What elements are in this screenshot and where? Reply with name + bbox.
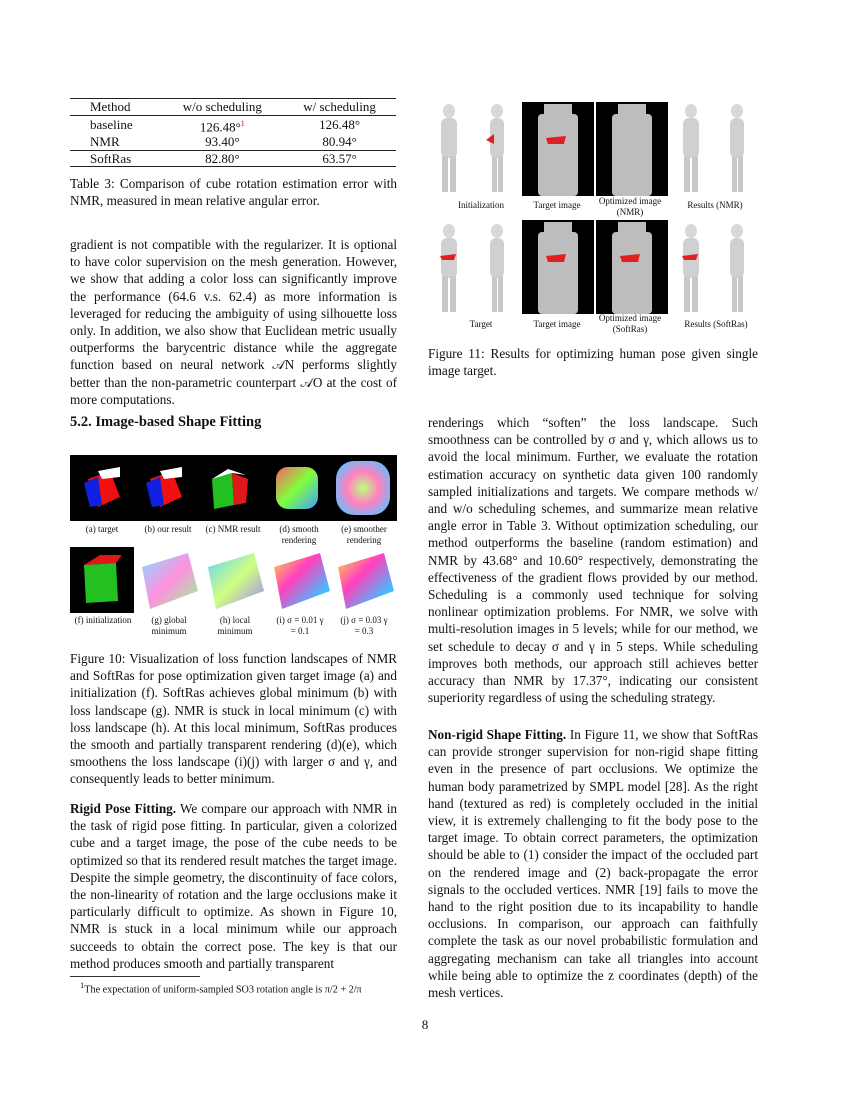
fig11-label-optimized-softras: Optimized image (SoftRas) [598, 313, 662, 334]
fig10-target-image [80, 463, 128, 511]
nonrigid-title: Non-rigid Shape Fitting. [428, 727, 567, 742]
figure10-caption: Figure 10: Visualization of loss function landscapes of NMR and SoftRas for pose optimization given target image (a) and initialization (f). SoftRas achieves global minimum (b) with loss landscape (g). NMR is stuck in local minimum (c) with loss landscape (h). At this local minimum, SoftRas produces the smooth and partially transparent rendering (d)(e), which smoothens the loss landscape (i)(j) with larger σ and γ, and consequently leads to better minimum. [70, 651, 397, 787]
table3-cell: NMR [90, 134, 120, 150]
fig11-target-image-1 [522, 102, 594, 196]
table3 [70, 98, 396, 167]
fig10-initialization-image [70, 547, 134, 613]
fig10-smoother-rendering-image [332, 457, 394, 519]
fig11-target-image-2 [522, 220, 594, 314]
rigid-text: We compare our approach with NMR in the task of rigid pose fitting. In particular, given a colorized cube and a target image, the pose of the cube needs to be optimized so that its rendered result matches the target image. Despite the simple geometry, the discontinuity of face colors, the non-linearity of rotation and the large occlusions make it particularly difficult to optimize. As shown in Figure 10, NMR is stuck in a local minimum while our approach succeeds to obtain the correct pose. The key is that our method produces smooth and partially transparent [70, 801, 397, 971]
fig10-global-minimum-landscape [138, 551, 200, 611]
fig11-results-softras-front [678, 224, 704, 314]
fig11-label-results-softras: Results (SoftRas) [684, 319, 748, 329]
table3-cell: baseline [90, 117, 133, 133]
table3-grid [70, 98, 396, 167]
table3-header-w: w/ scheduling [283, 99, 396, 116]
fig11-label-target-image: Target image [533, 200, 581, 210]
table3-cell: 93.40° [205, 134, 240, 150]
table3-cell: 80.94° [322, 134, 357, 150]
section-title: 5.2. Image-based Shape Fitting [70, 414, 262, 430]
rigid-paragraph [70, 800, 397, 972]
nonrigid-paragraph [428, 726, 758, 1001]
fig11-target-side-body [484, 224, 510, 314]
table-row [70, 150, 396, 167]
table3-cell: 82.80° [162, 150, 284, 167]
fig10-local-minimum-landscape [204, 551, 266, 611]
fig10-label-e: (e) smoother rendering [341, 524, 387, 545]
fig10-label-i: (i) σ = 0.01 γ = 0.1 [276, 615, 324, 636]
page-number: 8 [421, 1017, 429, 1032]
fig11-label-results-nmr: Results (NMR) [687, 200, 743, 210]
table-row [70, 115, 396, 134]
fig10-nmr-result-image [206, 465, 254, 513]
fig10-label-b: (b) our result [144, 524, 192, 534]
fig10-label-c: (c) NMR result [205, 524, 261, 534]
fig11-label-initialization: Initialization [458, 200, 504, 210]
fig10-label-d: (d) smooth rendering [279, 524, 319, 545]
fig11-label-target: Target [469, 319, 493, 329]
fig10-label-g: (g) global minimum [151, 615, 187, 636]
fig11-optimized-nmr-image [596, 102, 668, 196]
footnote-mark: 1 [80, 980, 85, 990]
nonrigid-text: In Figure 11, we show that SoftRas can provide stronger supervision for non-rigid shape fitting even in the presence of part occlusions. We optimize the human body parametrized by SMPL model [28]. As the right hand (textured as red) is completely occluded in the initial view, it is extremely challenging to fit the body pose to the target image. To obtain correct parameters, the optimization should be able to (1) consider the impact of the occluded part on the rendered image and (2) back-propagate the error signals to the occluded vertices. NMR [19] fails to move the hand to the right position due to its incapability to handle occlusions. In comparison, our approach can faithfully complete the task as our novel probabilistic formulation and aggregating mechanism can take all triangles into account while being able to optimize the z coordinates (depth) of the mesh vertices. [428, 727, 759, 1001]
fig11-optimized-softras-image [596, 220, 668, 314]
fig10-label-a: (a) target [85, 524, 119, 534]
footnote-ref[interactable]: 1 [240, 118, 245, 128]
fig11-results-nmr-front [678, 104, 704, 194]
right-mid-paragraph: renderings which “soften” the loss landscape. Such smoothness can be controlled by σ and γ, which allows us to avoid the local minimum. Further, we evaluate the rotation estimation accuracy on synthetic data given 100 randomly sampled initializations and targets. We compare methods w/ and w/o scheduling schemes, and summarize mean relative angle error in Table 3. Without optimization scheduling, our method outperforms the baseline (random estimation) and NMR by 43.68° and 10.60° respectively, demonstrating the effectiveness of the gradient flows provided by our method. Scheduling is a commonly used technique for solving nonlinear optimization problems. For NMR, we solve with multi-resolution images in 5 levels; while for our method, we set schedule to decay σ and γ in 5 steps. While scheduling improves both methods, our approach still achieves better accuracy than NMR by 17.37°, indicating our consistent superiority regardless of using the scheduling strategy. [428, 415, 758, 706]
table3-cell: 126.48°$^1$ [199, 118, 245, 134]
figure11 [428, 100, 758, 332]
fig11-label-target-image-2: Target image [533, 319, 581, 329]
fig10-smooth-rendering-image [270, 461, 324, 515]
table3-cell: 63.57° [283, 150, 396, 167]
fig10-label-j: (j) σ = 0.03 γ = 0.3 [340, 615, 388, 636]
table3-cell: 126.48° [319, 117, 361, 133]
left-top-paragraph: gradient is not compatible with the regularizer. It is optional to have color supervision on the mesh generation. However, we show that adding a color loss can significantly improve the performance (64.6 v.s. 62.4) as more information is leveraged for reducing the ambiguity of using silhouette loss only. In addition, we also show that Euclidean metric usually outperforms the barycentric distance while the aggregate function based on neural network 𝒜N performs slightly better than the non-parametric counterpart 𝒜O at the cost of more computations. [70, 237, 397, 407]
table3-header-wo: w/o scheduling [162, 99, 284, 116]
footnote [80, 979, 400, 996]
table-row [70, 134, 396, 150]
fig10-label-h: (h) local minimum [217, 615, 253, 636]
fig10-our-result-image [142, 463, 190, 511]
fig11-results-nmr-side [724, 104, 750, 194]
fig11-label-optimized-nmr: Optimized image (NMR) [598, 196, 662, 217]
rigid-title: Rigid Pose Fitting. [70, 801, 177, 816]
fig11-initialization-body [436, 104, 462, 194]
fig10-label-f: (f) initialization [74, 615, 132, 625]
fig11-initialization-side-body [484, 104, 510, 194]
table3-caption: Table 3: Comparison of cube rotation estimation error with NMR, measured in mean relative angular error. [70, 176, 397, 209]
footnote-text: The expectation of uniform-sampled SO3 rotation angle is π/2 + 2/π [84, 984, 362, 996]
figure11-caption: Figure 11: Results for optimizing human pose given single image target. [428, 346, 758, 379]
table3-header-method: Method [70, 99, 162, 116]
fig11-results-softras-side [724, 224, 750, 314]
fig10-landscape-sigma-0.03 [334, 551, 396, 611]
table3-cell: SoftRas [70, 150, 162, 167]
fig11-target-front-body [436, 224, 462, 314]
footnote-rule [70, 976, 200, 977]
fig10-landscape-sigma-0.01 [270, 551, 332, 611]
